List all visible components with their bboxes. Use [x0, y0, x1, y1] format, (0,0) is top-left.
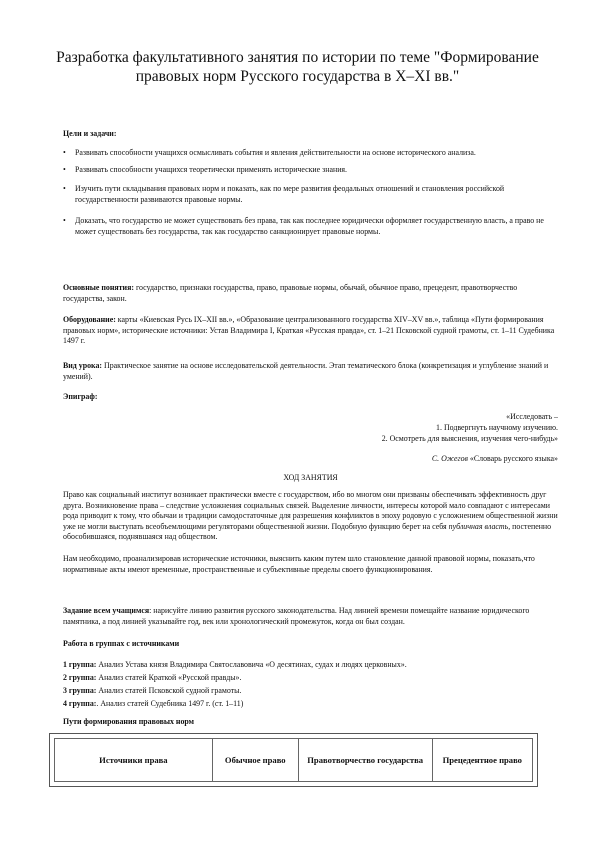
goals-heading: Цели и задачи: [63, 129, 117, 138]
sources-table-frame [49, 733, 538, 787]
page-title: Разработка факультативного занятия по истории по теме "Формирование правовых норм Русского государства в X–XI вв." [56, 49, 539, 85]
table-header-cell: Источники права [55, 739, 213, 782]
table-heading: Пути формирования правовых норм [63, 717, 195, 726]
epigraph-attribution [258, 454, 558, 465]
intro-paragraph-2: Нам необходимо, проанализировав исторические источники, выяснить каким путем шло становление данной правовой нормы, показать,что нормативные акты имеют временные, пространственные и субъективные пределы своего функционирования. [63, 554, 535, 574]
epigraph-line-3: 2. Осмотреть для выяснения, изучения чего-нибудь» [381, 434, 558, 443]
task-label: Задание всем учащимся [63, 606, 150, 615]
epigraph-line-1: «Исследовать – [506, 412, 558, 421]
equipment-paragraph [63, 315, 558, 347]
group-item: 2 группа: Анализ статей Краткой «Русской правды». [63, 673, 242, 682]
lesson-type-label: Вид урока: [63, 361, 103, 370]
list-item: • Доказать, что государство не может существовать без права, так как последнее юридически оформляет государственную власть, а право не может существовать без государства, так как государство санкционирует правовые нормы. [63, 216, 553, 237]
lesson-type-text: Практическое занятие на основе исследовательской деятельности. Этап тематического блока (конкретизация и углубление знаний и умений). [63, 361, 549, 381]
group-item: 3 группа: Анализ статей Псковской судной грамоты. [63, 686, 242, 695]
table-header-cell: Прецедентное право [432, 739, 532, 782]
intro-paragraph: Право как социальный институт возникает практически вместе с государством, ибо во многом они призваны обеспечивать эффективность друг друга. Возникновение права – следствие усложнения социальных связей. Выделение личности, интересы которой мало совпадают с интересами рода приводит к тому, что обычаи и традиции самодостаточные для разрешения конфликтов в эпоху родовую с усложнением общественной жизни уже не могли выступать всеобъемлющими регуляторами общественной жизни. Подобную функцию берет на себя публичная власть, постепенно обособившаяся, поднявшаяся над обществом. [63, 490, 558, 542]
concepts-label: Основные понятия: [63, 283, 135, 292]
table-header-cell: Правотворчество государства [298, 739, 432, 782]
course-heading: ХОД ЗАНЯТИЯ [283, 473, 338, 482]
goals-list [63, 148, 553, 238]
task-text: : нарисуйте линию развития русского законодательства. Над линией времени помещайте название юридического памятника, а под линией указывайте год, век или хронологический промежуток, когда он был создан. [63, 606, 530, 626]
list-item: • Развивать способности учащихся теоретически применять исторические знания. [63, 165, 553, 176]
epigraph-heading: Эпиграф: [63, 392, 98, 401]
sources-table [54, 738, 533, 782]
group-item: 4 группа:. Анализ статей Судебника 1497 г. (ст. 1–11) [63, 699, 244, 708]
equipment-text: карты «Киевская Русь IX–XII вв.», «Образование централизованного государства XIV–XV вв.», таблица «Пути формирования правовых норм», исторические источники: Устав Владимира I, Краткая «Русская правда», ст. 1–21 Псковской судной грамоты, ст. 1–11 Судебника 1497 г. [63, 315, 555, 346]
list-item: • Развивать способности учащихся осмысливать события и явления действительности на основе исторического анализа. [63, 148, 553, 159]
concepts-paragraph [63, 283, 558, 304]
concepts-text: государство, признаки государства, право, правовые нормы, обычай, обычное право, прецедент, правотворчество государства, закон. [63, 283, 518, 303]
groups-heading: Работа в группах с источниками [63, 639, 180, 648]
epigraph-source: «Словарь русского языка» [467, 454, 558, 463]
table-header-cell: Обычное право [212, 739, 298, 782]
group-item: 1 группа: Анализ Устава князя Владимира Святославовича «О десятинах, судах и людях церковных». [63, 660, 407, 669]
epigraph-line-2: 1. Подвергнуть научному изучению. [436, 423, 558, 432]
lesson-type-paragraph [63, 361, 558, 382]
task-paragraph [63, 606, 558, 627]
epigraph-author: С. Ожегов [431, 454, 468, 463]
intro-italic: публичная власть [448, 521, 509, 531]
equipment-label: Оборудование: [63, 315, 116, 324]
list-item: • Изучить пути складывания правовых норм и показать, как по мере развития феодальных отношений и становления российской государственности развиваются правовые нормы. [63, 184, 553, 205]
